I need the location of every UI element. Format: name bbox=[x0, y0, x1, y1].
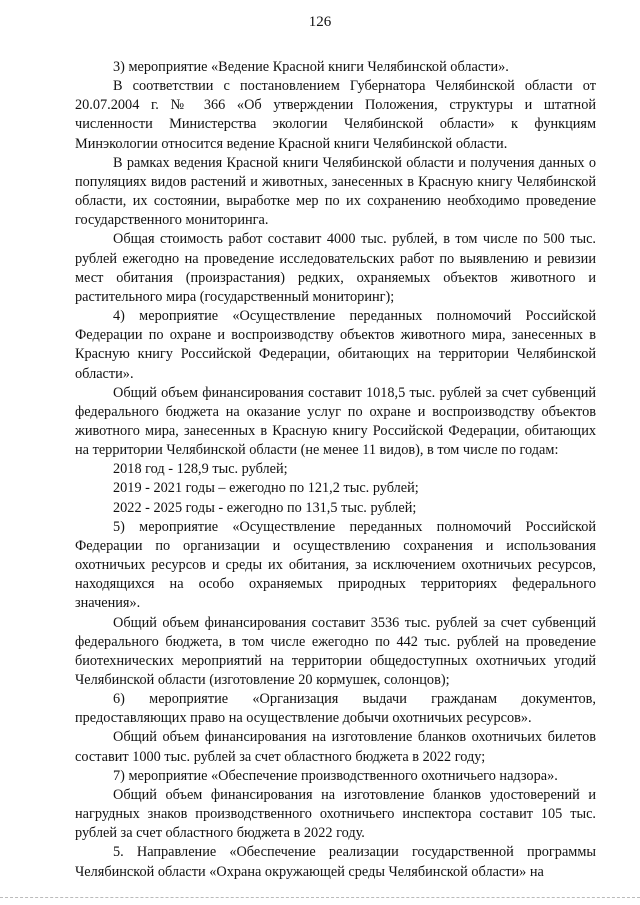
year-line: 2019 - 2021 годы – ежегодно по 121,2 тыс. рублей; bbox=[113, 480, 419, 497]
paragraph: Общий объем финансирования на изготовление бланков охотничьих билетов составит 1000 тыс. рублей за счет областного бюджета в 2022 году; bbox=[75, 729, 596, 765]
paragraph: Общий объем финансирования на изготовление бланков удостоверений и нагрудных знаков производственного охотничьего инспектора составит 105 тыс. рублей за счет областного бюджета в 2022 году. bbox=[75, 786, 596, 842]
paragraph: Общая стоимость работ составит 4000 тыс. рублей, в том числе по 500 тыс. рублей ежегодно на проведение исследовательских работ по выявлению и ревизии мест обитания (произрастания) редких, охраняемых объектов животного и растительного мира (государственный мониторинг); bbox=[75, 231, 596, 305]
paragraph: Общий объем финансирования составит 1018,5 тыс. рублей за счет субвенций федерального бюджета на оказание услуг по охране и воспроизводству объектов животного мира, занесенных в Красную книгу Российской Федерации, обитающих на территории Челябинской области (не менее 11 видов), в том числе по годам: bbox=[75, 384, 596, 459]
paragraph: В рамках ведения Красной книги Челябинской области и получения данных о популяциях видов растений и животных, занесенных в Красную книгу Челябинской области, их состоянии, выработке мер по их сохранению необходимо проведение государственного мониторинга. bbox=[75, 154, 596, 229]
page-number: 126 bbox=[308, 14, 332, 30]
year-line: 2018 год - 128,9 тыс. рублей; bbox=[113, 461, 288, 478]
paragraph: 5. Направление «Обеспечение реализации государственной программы Челябинской области «Охрана окружающей среды Челябинской области» на bbox=[75, 844, 596, 880]
paragraph: 6) мероприятие «Организация выдачи гражданам документов, предоставляющих право на осуществление добычи охотничьих ресурсов». bbox=[75, 691, 596, 727]
paragraph: 7) мероприятие «Обеспечение производственного охотничьего надзора». bbox=[113, 767, 558, 784]
paragraph: Общий объем финансирования составит 3536 тыс. рублей за счет субвенций федерального бюджета, в том числе ежегодно по 442 тыс. рублей на проведение биотехнических мероприятий на территории общедоступных охотничьих угодий Челябинской области (изготовление 20 кормушек, солонцов); bbox=[75, 614, 596, 688]
paragraph: В соответствии с постановлением Губернатора Челябинской области от 20.07.2004 г. № 366 «Об утверждении Положения, структуры и штатной численности Министерства экологии Челябинской области» к функциям Минэкологии относится ведение Красной книги Челябинской области. bbox=[75, 78, 596, 152]
paragraph: 5) мероприятие «Осуществление переданных полномочий Российской Федерации по организации и осуществлению сохранения и использования охотничьих ресурсов и среды их обитания, за исключением охотничьих ресурсов, находящихся на особо охраняемых природных территориях федерального значения». bbox=[75, 518, 596, 612]
document-body bbox=[75, 58, 596, 882]
year-line: 2022 - 2025 годы - ежегодно по 131,5 тыс. рублей; bbox=[113, 499, 417, 516]
paragraph: 4) мероприятие «Осуществление переданных полномочий Российской Федерации по охране и воспроизводству объектов животного мира, занесенных в Красную книгу Российской Федерации, обитающих на территории Челябинской области». bbox=[75, 308, 596, 382]
scan-edge-divider bbox=[0, 897, 640, 899]
paragraph: 3) мероприятие «Ведение Красной книги Челябинской области». bbox=[113, 59, 509, 75]
